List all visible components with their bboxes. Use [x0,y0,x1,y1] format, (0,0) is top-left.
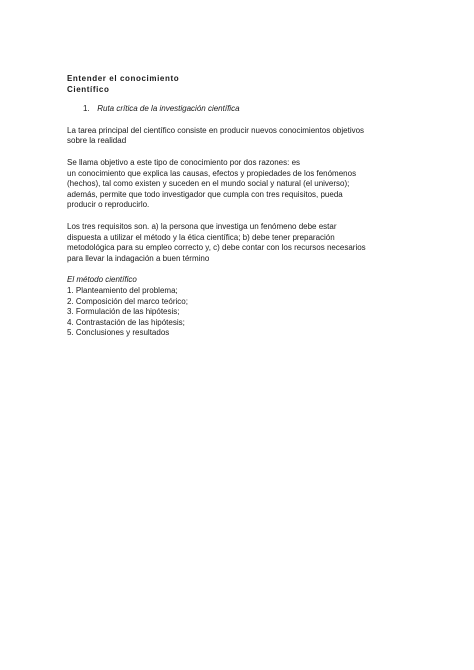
subheading-text: Ruta crítica de la investigación científica [97,104,240,114]
method-step: 1. Planteamiento del problema; [67,285,178,295]
paragraph-line: La tarea principal del científico consiste en producir nuevos conocimientos objetivos [67,125,365,135]
section-subheading [83,104,397,115]
paragraph-line: (hechos), tal como existen y suceden en el mundo social y natural (el universo); [67,179,350,189]
paragraph-line: dispuesta a utilizar el método y la ética científica; b) debe tener preparación [67,232,335,242]
paragraph-objective-reasons [67,158,397,211]
title-line: Científico [67,84,110,94]
method-heading: El método científico [67,275,137,285]
method-step: 2. Composición del marco teórico; [67,296,188,306]
document-title [67,74,397,95]
paragraph-objective-task [67,126,397,147]
paragraph-line: sobre la realidad [67,136,127,146]
method-section [67,275,397,339]
paragraph-line: para llevar la indagación a buen término [67,253,210,263]
subheading-number: 1. [83,104,90,114]
method-step: 5. Conclusiones y resultados [67,328,170,338]
document-page [67,74,397,339]
paragraph-line: además, permite que todo investigador que cumpla con tres requisitos, pueda [67,189,343,199]
paragraph-line: un conocimiento que explica las causas, efectos y propiedades de los fenómenos [67,168,357,178]
method-step: 4. Contrastación de las hipótesis; [67,317,185,327]
paragraph-line: producir o reproducirlo. [67,200,150,210]
paragraph-requirements [67,222,397,264]
paragraph-line: Se llama objetivo a este tipo de conocimiento por dos razones: es [67,157,301,167]
method-step: 3. Formulación de las hipótesis; [67,307,180,317]
title-line: Entender el conocimiento [67,74,180,83]
paragraph-line: metodológica para su empleo correcto y, c) debe contar con los recursos necesarios [67,243,366,253]
paragraph-line: Los tres requisitos son. a) la persona que investiga un fenómeno debe estar [67,221,337,231]
